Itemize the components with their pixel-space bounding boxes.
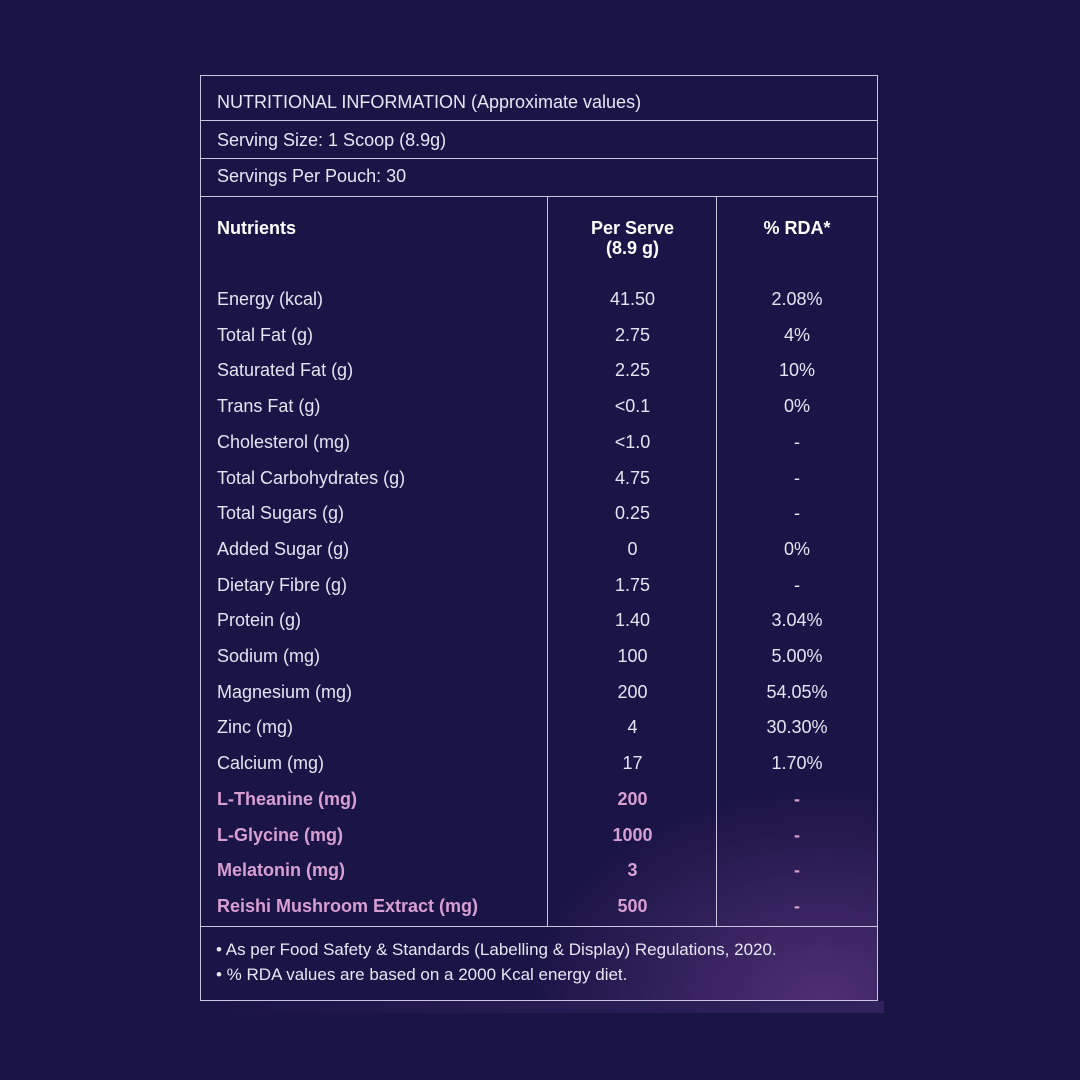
- per-serve-value: 200: [617, 681, 648, 702]
- table-row: [201, 460, 877, 496]
- column-header-rda: % RDA*: [763, 218, 831, 238]
- rda-value: -: [794, 824, 800, 845]
- per-serve-value: 2.75: [614, 324, 651, 345]
- footnote-regulation: • As per Food Safety & Standards (Labelling & Display) Regulations, 2020.: [216, 940, 777, 959]
- per-serve-value: 200: [617, 788, 648, 809]
- per-serve-value: 0.25: [614, 503, 651, 524]
- nutrition-panel: [200, 75, 878, 1001]
- rda-value: -: [794, 467, 800, 488]
- per-serve-value: 0: [627, 538, 638, 559]
- nutrient-name: Calcium (mg): [217, 753, 325, 774]
- rda-value: -: [794, 503, 800, 524]
- table-row: [201, 424, 877, 460]
- rda-value: -: [794, 895, 800, 916]
- per-serve-value: 1.75: [614, 574, 651, 595]
- column-header-per-serve: [548, 218, 717, 258]
- table-row: [201, 888, 877, 924]
- nutrient-name: Total Sugars (g): [217, 503, 345, 524]
- footnote-rda-basis: • % RDA values are based on a 2000 Kcal energy diet.: [216, 965, 628, 984]
- nutrient-name: L-Theanine (mg): [217, 788, 357, 809]
- table-row: [201, 602, 877, 638]
- rda-value: -: [794, 574, 800, 595]
- table-row: [201, 674, 877, 710]
- rda-value: -: [794, 431, 800, 452]
- rda-value: -: [794, 860, 800, 881]
- nutrient-name: Melatonin (mg): [217, 860, 345, 881]
- table-row: [201, 745, 877, 781]
- per-serve-value: 500: [617, 895, 648, 916]
- rda-value: 0%: [783, 538, 810, 559]
- table-row: [201, 638, 877, 674]
- per-serve-value: 4.75: [614, 467, 651, 488]
- table-row: [201, 495, 877, 531]
- per-serve-value: 41.50: [609, 289, 656, 309]
- table-row: [201, 317, 877, 353]
- rda-value: 5.00%: [771, 646, 823, 666]
- per-serve-label: Per Serve: [590, 218, 675, 238]
- table-row: [201, 852, 877, 888]
- divider: [201, 196, 877, 197]
- per-serve-value: 1000: [612, 824, 653, 845]
- divider: [201, 120, 877, 121]
- nutrient-name: L-Glycine (mg): [217, 824, 344, 845]
- per-serve-value: 4: [627, 717, 638, 738]
- table-row: [201, 817, 877, 853]
- rda-value: 4%: [783, 324, 810, 345]
- per-serve-value: 17: [622, 753, 643, 774]
- nutrient-name: Total Carbohydrates (g): [217, 467, 406, 488]
- divider: [201, 158, 877, 159]
- table-row: [201, 281, 877, 317]
- per-serve-value: 100: [617, 646, 648, 666]
- nutrient-name: Zinc (mg): [217, 717, 293, 738]
- table-row: [201, 709, 877, 745]
- per-serve-value: 3: [627, 860, 638, 881]
- per-serve-value: 1.40: [614, 610, 651, 631]
- table-row: [201, 388, 877, 424]
- table-row: [201, 781, 877, 817]
- nutrient-name: Cholesterol (mg): [217, 431, 351, 452]
- nutrient-name: Sodium (mg): [217, 646, 321, 666]
- table-row: [201, 531, 877, 567]
- nutrient-name: Dietary Fibre (g): [217, 574, 348, 595]
- per-serve-value: <0.1: [614, 396, 651, 417]
- nutrient-name: Energy (kcal): [217, 289, 324, 309]
- nutrient-name: Trans Fat (g): [217, 396, 321, 417]
- nutrient-name: Reishi Mushroom Extract (mg): [217, 895, 479, 916]
- rda-value: 0%: [783, 396, 810, 417]
- nutrient-name: Added Sugar (g): [217, 538, 350, 559]
- rda-value: 54.05%: [766, 681, 828, 702]
- per-serve-value: 2.25: [614, 360, 651, 381]
- rda-value: 30.30%: [766, 717, 828, 738]
- nutrient-name: Protein (g): [217, 610, 302, 631]
- servings-per-pouch: Servings Per Pouch: 30: [217, 166, 407, 186]
- panel-title: NUTRITIONAL INFORMATION (Approximate values): [217, 92, 642, 112]
- rda-value: 10%: [778, 360, 816, 381]
- divider: [201, 926, 877, 927]
- per-serve-unit: (8.9 g): [605, 238, 659, 258]
- nutrient-name: Saturated Fat (g): [217, 360, 354, 381]
- column-header-nutrients: Nutrients: [217, 218, 297, 238]
- rda-value: -: [794, 788, 800, 809]
- per-serve-value: <1.0: [614, 431, 651, 452]
- table-row: [201, 567, 877, 603]
- rda-value: 1.70%: [771, 753, 823, 774]
- nutrient-name: Magnesium (mg): [217, 681, 353, 702]
- table-row: [201, 352, 877, 388]
- panel-shadow: [206, 1001, 884, 1013]
- serving-size: Serving Size: 1 Scoop (8.9g): [217, 130, 447, 150]
- rda-value: 2.08%: [771, 289, 823, 309]
- nutrient-name: Total Fat (g): [217, 324, 314, 345]
- rda-value: 3.04%: [771, 610, 823, 631]
